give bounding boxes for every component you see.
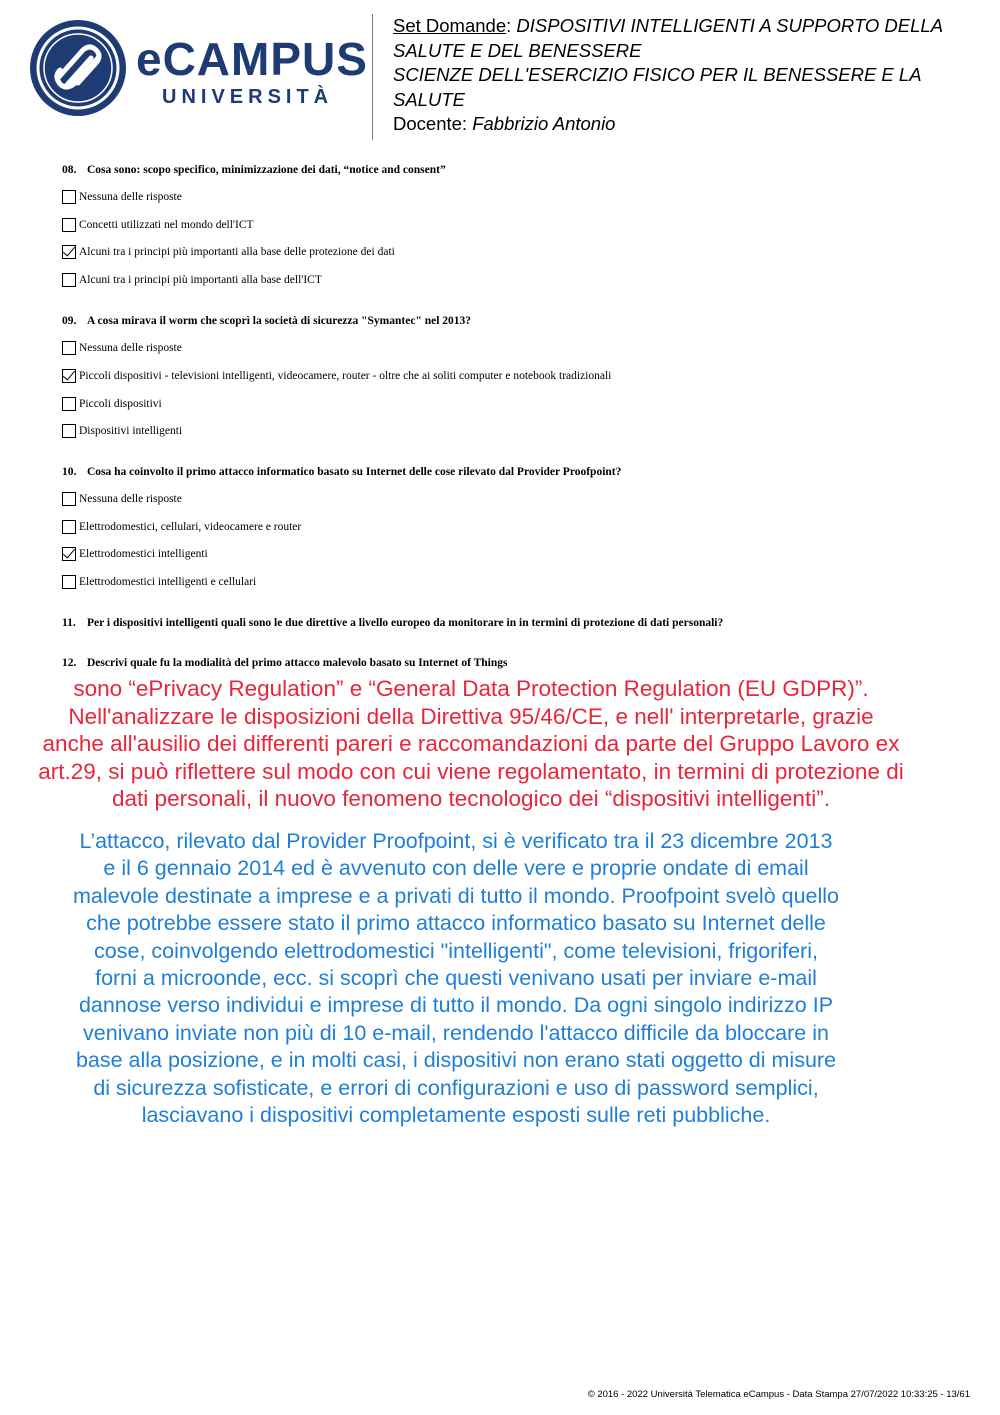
answer-line: venivano inviate non più di 10 e-mail, rendendo l'attacco difficile da bloccare in <box>83 1020 829 1045</box>
checkbox[interactable] <box>62 492 76 506</box>
answer-line: dati personali, il nuovo fenomeno tecnologico dei “dispositivi intelligenti”. <box>112 786 830 811</box>
question-11 <box>62 617 723 629</box>
course-title-2: SALUTE <box>393 88 465 110</box>
question-text: Per i dispositivi intelligenti quali sono le due direttive a livello europeo da monitorare in in termini di protezione di dati personali? <box>87 617 724 629</box>
option[interactable] <box>62 369 611 383</box>
answer-line: sono “ePrivacy Regulation” e “General Data Protection Regulation (EU GDPR)”. <box>73 676 869 701</box>
option[interactable] <box>62 190 182 204</box>
option[interactable] <box>62 492 182 506</box>
header-info <box>393 14 983 137</box>
checkbox[interactable] <box>62 273 76 287</box>
checkbox-checked[interactable] <box>62 547 76 561</box>
option[interactable] <box>62 520 301 534</box>
set-title-2: SALUTE E DEL BENESSERE <box>393 39 642 61</box>
answer-line: Nell'analizzare le disposizioni della Direttiva 95/46/CE, e nell' interpretarle, grazie <box>68 703 874 729</box>
option-label: Nessuna delle risposte <box>79 493 182 505</box>
answer-line: e il 6 gennaio 2014 ed è avvenuto con delle vere e proprie ondate di email <box>103 856 809 881</box>
option-label: Alcuni tra i principi più importanti alla base delle protezione dei dati <box>79 246 395 258</box>
question-08 <box>62 164 446 176</box>
teacher-label: Docente: <box>393 113 468 134</box>
option-label: Concetti utilizzati nel mondo dell'ICT <box>79 219 254 231</box>
teacher-line <box>393 112 983 137</box>
answer-line: base alla posizione, e in molti casi, i dispositivi non erano stati oggetto di misure <box>75 1048 837 1073</box>
option-label: Elettrodomestici intelligenti e cellulari <box>79 576 257 588</box>
header-divider <box>372 14 373 140</box>
teacher-name: Fabbrizio Antonio <box>472 113 616 134</box>
question-number: 10. <box>62 466 77 478</box>
option[interactable] <box>62 424 182 438</box>
checkbox[interactable] <box>62 575 76 589</box>
question-number: 12. <box>62 657 77 669</box>
answer-line: malevole destinate a imprese e a privati di tutto il mondo. Proofpoint svelò quello <box>72 883 840 908</box>
ecampus-emblem-icon <box>28 18 128 118</box>
answer-blue <box>0 828 912 1129</box>
option-label: Elettrodomestici, cellulari, videocamere e router <box>79 521 302 533</box>
page-header <box>0 0 1000 145</box>
checkbox[interactable] <box>62 424 76 438</box>
option-label: Nessuna delle risposte <box>79 342 182 354</box>
option-label: Piccoli dispositivi - televisioni intelligenti, videocamere, router - oltre che ai soliti computer e notebook tradizionali <box>79 370 612 382</box>
answer-line: forni a microonde, ecc. si scoprì che questi venivano usati per inviare e-mail <box>95 966 817 991</box>
answer-line: lasciavano i dispositivi completamente esposti sulle reti pubbliche. <box>141 1103 771 1128</box>
option[interactable] <box>62 397 162 411</box>
option[interactable] <box>62 245 395 259</box>
question-number: 08. <box>62 164 77 176</box>
option-label: Dispositivi intelligenti <box>79 425 183 437</box>
checkbox-checked[interactable] <box>62 245 76 259</box>
checkbox[interactable] <box>62 341 76 355</box>
answer-line: di sicurezza sofisticate, e errori di configurazioni e uso di password semplici, <box>93 1075 819 1100</box>
option[interactable] <box>62 273 322 287</box>
logo-subtitle: UNIVERSITÀ <box>162 86 334 108</box>
set-label: Set Domande <box>393 15 507 36</box>
answer-red <box>0 675 942 813</box>
question-number: 09. <box>62 315 77 327</box>
checkbox[interactable] <box>62 218 76 232</box>
question-text: A cosa mirava il worm che scoprì la società di sicurezza "Symantec" nel 2013? <box>87 315 472 327</box>
option[interactable] <box>62 547 208 561</box>
answer-line: L’attacco, rilevato dal Provider Proofpoint, si è verificato tra il 23 dicembre 2013 <box>79 829 833 853</box>
question-09 <box>62 315 471 327</box>
option[interactable] <box>62 575 256 589</box>
checkbox[interactable] <box>62 520 76 534</box>
question-12 <box>62 657 508 669</box>
question-text: Descrivi quale fu la modialità del primo attacco malevolo basato su Internet of Things <box>87 657 508 669</box>
option-label: Piccoli dispositivi <box>79 398 162 410</box>
question-text: Cosa sono: scopo specifico, minimizzazione dei dati, “notice and consent” <box>87 164 446 176</box>
checkbox[interactable] <box>62 190 76 204</box>
checkbox[interactable] <box>62 397 76 411</box>
option[interactable] <box>62 341 182 355</box>
answer-line: art.29, si può riflettere sul modo con cui viene regolamentato, in termini di protezione di <box>38 758 904 784</box>
set-title-line: Set Domande: DISPOSITIVI INTELLIGENTI A SUPPORTO DELLA <box>393 15 944 36</box>
logo-wordmark: eCAMPUS <box>136 33 368 85</box>
checkbox-checked[interactable] <box>62 369 76 383</box>
ecampus-logo <box>28 18 368 118</box>
question-number: 11. <box>62 617 76 629</box>
course-title-1: SCIENZE DELL'ESERCIZIO FISICO PER IL BENESSERE E LA <box>393 64 922 85</box>
question-10 <box>62 466 621 478</box>
answer-line: anche all'ausilio dei differenti pareri e raccomandazioni da parte del Gruppo Lavoro ex <box>42 731 900 756</box>
question-text: Cosa ha coinvolto il primo attacco informatico basato su Internet delle cose rilevato dal Provider Proofpoint? <box>87 466 622 478</box>
option[interactable] <box>62 218 254 232</box>
set-title-1: DISPOSITIVI INTELLIGENTI A SUPPORTO DELLA <box>516 15 944 36</box>
option-label: Elettrodomestici intelligenti <box>79 548 208 560</box>
option-label: Nessuna delle risposte <box>79 191 182 203</box>
page-footer: © 2016 - 2022 Università Telematica eCampus - Data Stampa 27/07/2022 10:33:25 - 13/61 <box>587 1389 970 1400</box>
option-label: Alcuni tra i principi più importanti alla base dell'ICT <box>79 274 322 286</box>
answer-line: che potrebbe essere stato il primo attacco informatico basato su Internet delle <box>86 911 826 936</box>
answer-line: cose, coinvolgendo elettrodomestici "intelligenti", come televisioni, frigoriferi, <box>94 938 818 963</box>
answer-line: dannose verso individui e imprese di tutto il mondo. Da ogni singolo indirizzo IP <box>78 993 834 1018</box>
